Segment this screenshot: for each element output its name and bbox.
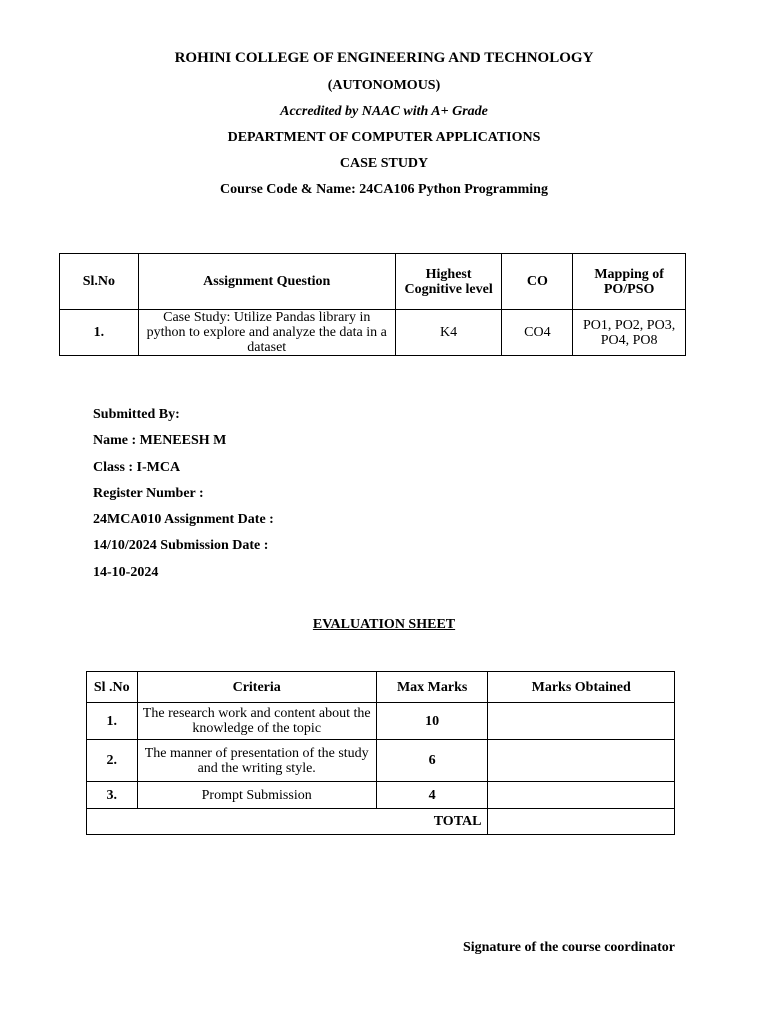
table-row <box>87 782 675 809</box>
col-criteria: Criteria <box>137 672 376 703</box>
evaluation-title-text: EVALUATION SHEET <box>312 617 456 632</box>
eval-slno: 1. <box>87 703 138 740</box>
submitted-by-label: Submitted By: <box>93 407 180 422</box>
eval-max-marks: 6 <box>376 740 488 782</box>
eval-slno: 2. <box>87 740 138 782</box>
col-max-marks: Max Marks <box>376 672 488 703</box>
table-row <box>87 740 675 782</box>
department: DEPARTMENT OF COMPUTER APPLICATIONS <box>227 130 541 145</box>
evaluation-header-row <box>87 672 675 703</box>
table-row <box>60 310 686 356</box>
register-number-assignment-date: 24MCA010 Assignment Date : <box>93 512 274 527</box>
row-slno: 1. <box>60 310 139 356</box>
eval-marks-obtained[interactable] <box>488 782 675 809</box>
table-row <box>87 703 675 740</box>
autonomous-status: (AUTONOMOUS) <box>327 78 441 93</box>
assignment-table <box>59 253 686 356</box>
evaluation-title <box>0 617 768 633</box>
evaluation-table <box>86 671 675 835</box>
col-cognitive-level: Highest Cognitive level <box>395 254 502 310</box>
row-co: CO4 <box>502 310 573 356</box>
total-value[interactable] <box>488 809 675 835</box>
col-marks-obtained: Marks Obtained <box>488 672 675 703</box>
row-question: Case Study: Utilize Pandas library in python to explore and analyze the data in a dataset <box>138 310 395 356</box>
accreditation: Accredited by NAAC with A+ Grade <box>280 104 488 119</box>
student-name: Name : MENEESH M <box>93 433 227 448</box>
col-slno: Sl .No <box>87 672 138 703</box>
eval-criteria: Prompt Submission <box>137 782 376 809</box>
row-mapping: PO1, PO2, PO3, PO4, PO8 <box>573 310 686 356</box>
row-level: K4 <box>395 310 502 356</box>
total-row <box>87 809 675 835</box>
eval-slno: 3. <box>87 782 138 809</box>
student-class: Class : I-MCA <box>93 460 181 475</box>
col-slno: Sl.No <box>60 254 139 310</box>
course-title: Course Code & Name: 24CA106 Python Programming <box>220 182 548 197</box>
assignment-date-submission-date: 14/10/2024 Submission Date : <box>93 538 269 553</box>
col-co: CO <box>502 254 573 310</box>
eval-criteria: The research work and content about the knowledge of the topic <box>137 703 376 740</box>
assignment-header-row <box>60 254 686 310</box>
eval-criteria: The manner of presentation of the study and the writing style. <box>137 740 376 782</box>
submission-date: 14-10-2024 <box>93 565 159 580</box>
col-mapping: Mapping of PO/PSO <box>573 254 686 310</box>
signature-label: Signature of the course coordinator <box>462 940 675 955</box>
doc-type: CASE STUDY <box>339 156 429 171</box>
col-question: Assignment Question <box>138 254 395 310</box>
eval-marks-obtained[interactable] <box>488 740 675 782</box>
eval-marks-obtained[interactable] <box>488 703 675 740</box>
college-name: ROHINI COLLEGE OF ENGINEERING AND TECHNOLOGY <box>174 50 594 66</box>
register-number-label: Register Number : <box>93 486 204 501</box>
eval-max-marks: 4 <box>376 782 488 809</box>
total-label: TOTAL <box>87 809 488 835</box>
eval-max-marks: 10 <box>376 703 488 740</box>
